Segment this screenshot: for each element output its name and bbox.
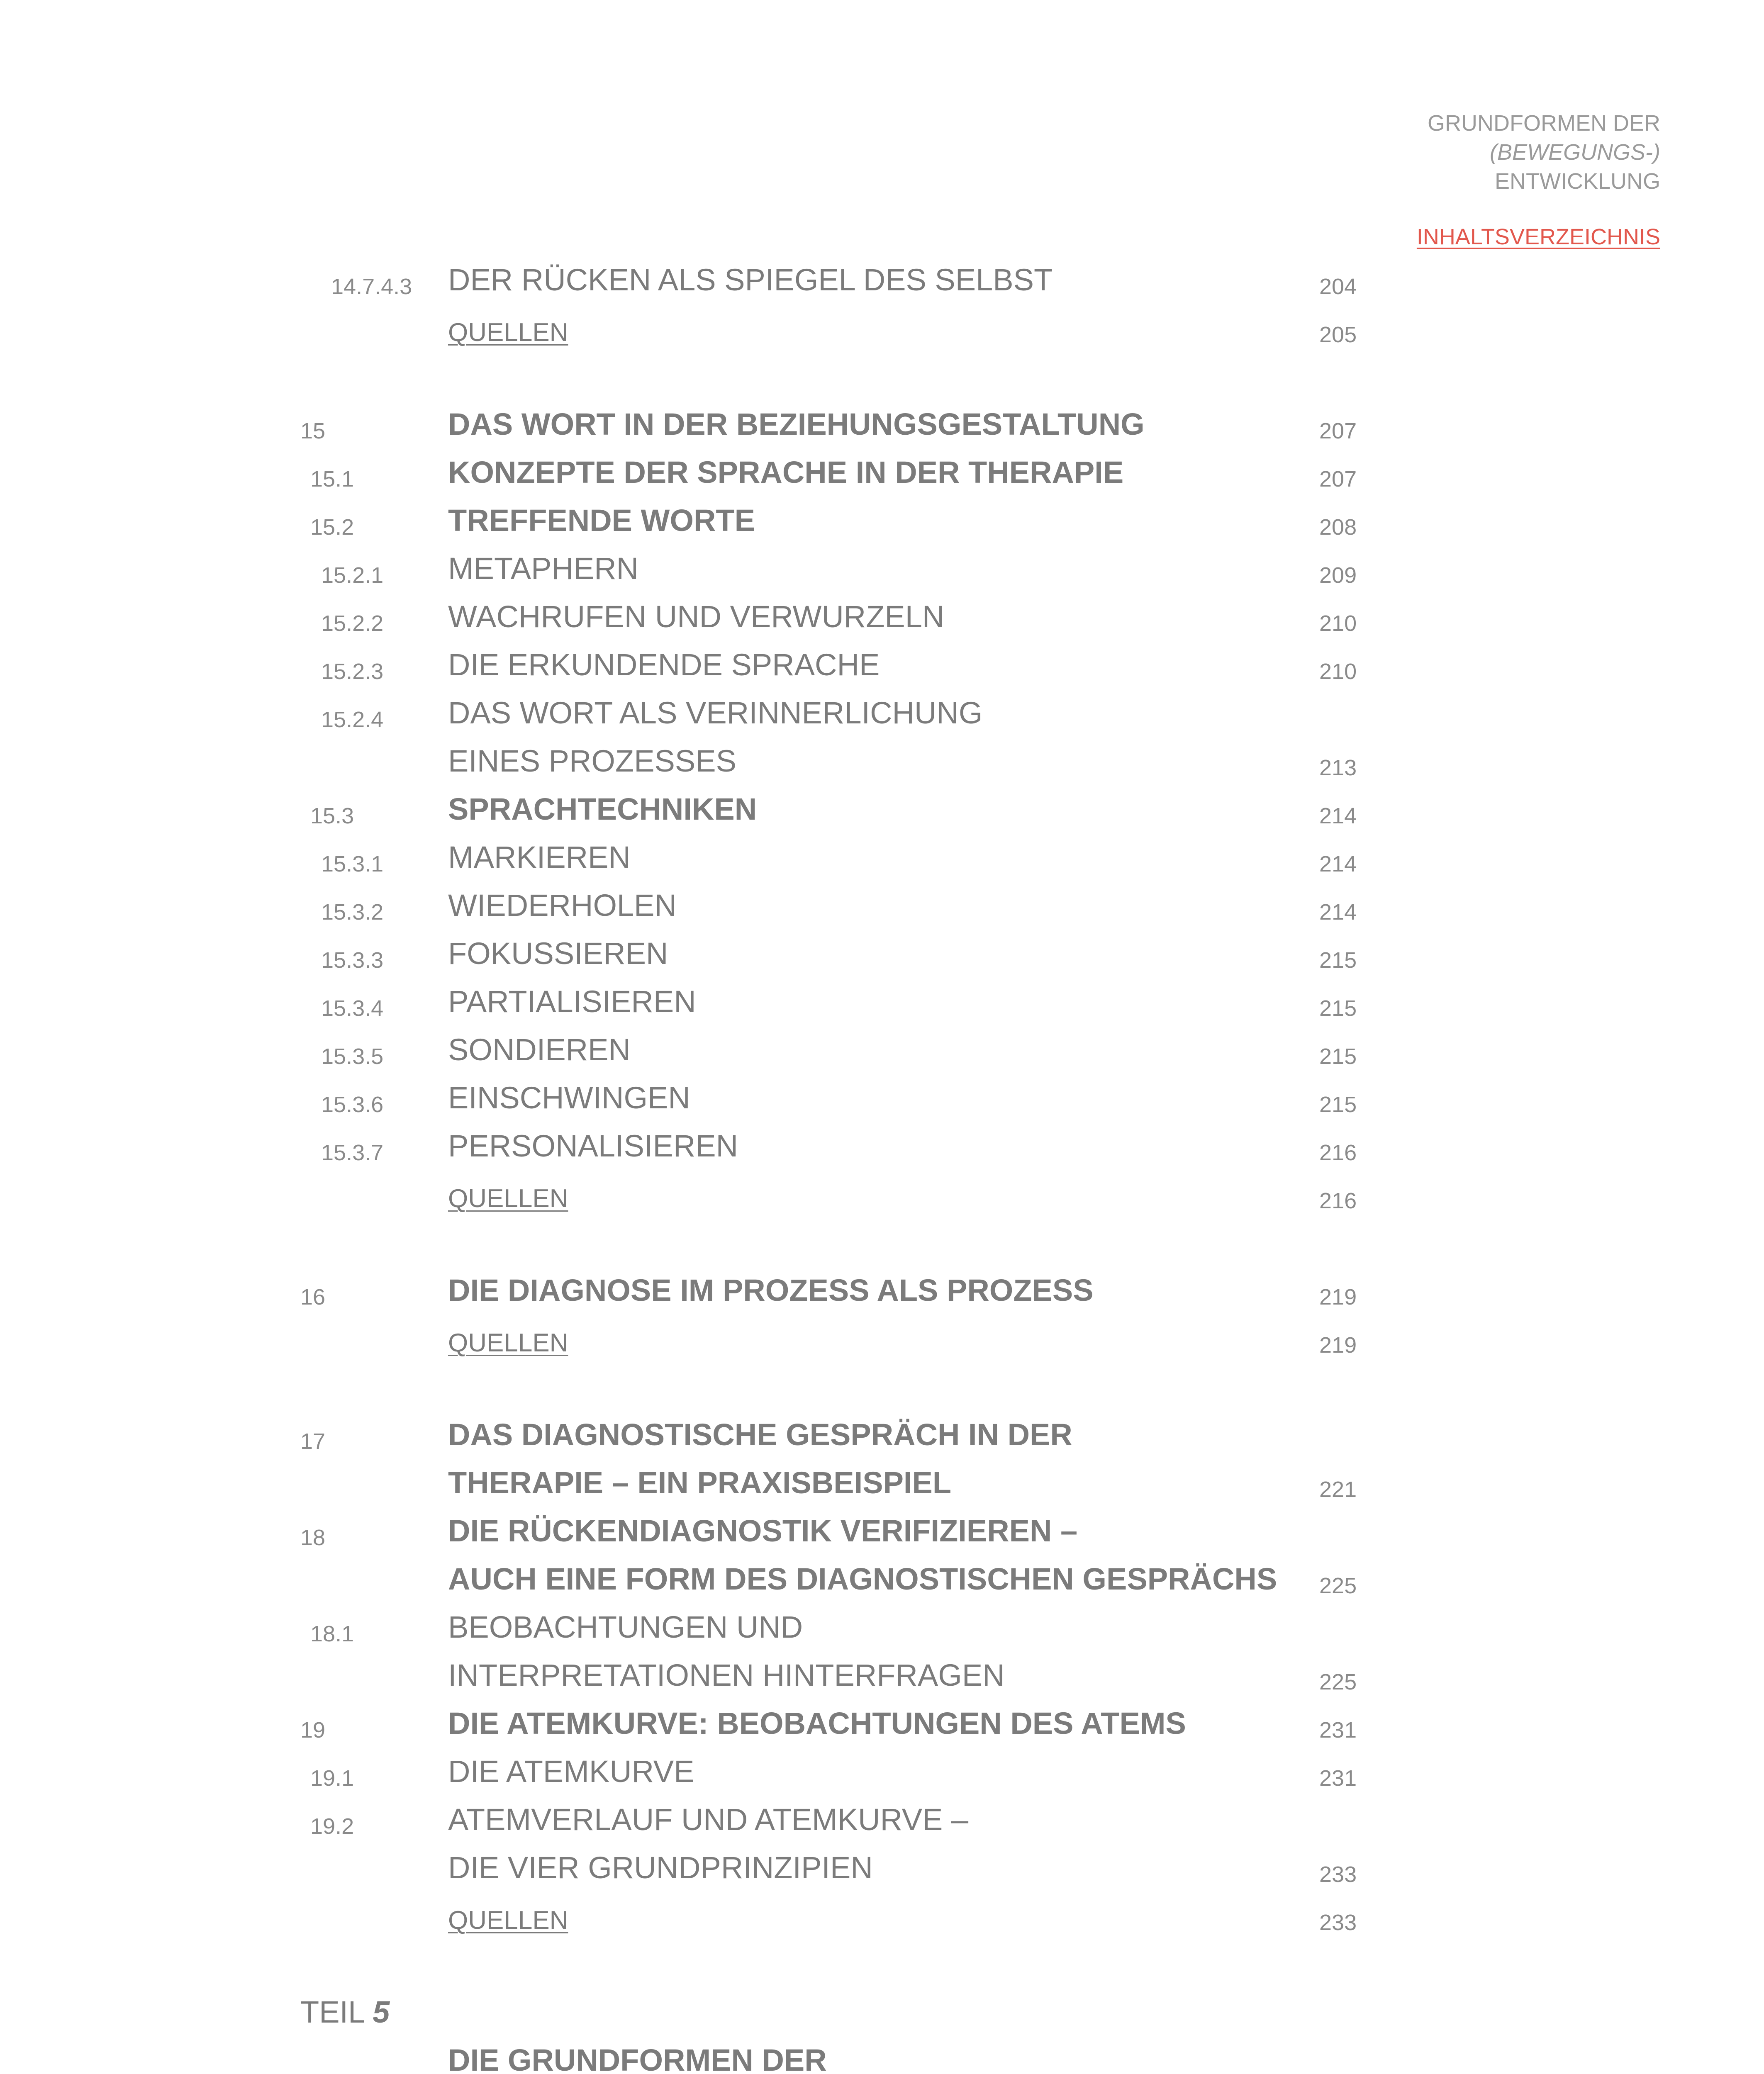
sources-link[interactable]: QUELLEN — [448, 1906, 568, 1935]
entry-title: THERAPIE – EIN PRAXISBEISPIEL — [448, 1465, 952, 1500]
entry-number: 15.2.1 — [321, 563, 384, 588]
entry-title: AUCH EINE FORM DES DIAGNOSTISCHEN GESPRÄCHS — [448, 1562, 1277, 1596]
entry-title: DAS WORT ALS VERINNERLICHUNG — [448, 696, 983, 730]
entry-title: DAS WORT IN DER BEZIEHUNGSGESTALTUNG — [448, 407, 1145, 441]
toc-entry[interactable] — [0, 642, 1764, 690]
entry-page: 214 — [1319, 900, 1357, 925]
entry-number: 18.1 — [310, 1621, 354, 1646]
entry-page: 208 — [1319, 515, 1357, 540]
entry-number: 19.2 — [310, 1814, 354, 1839]
entry-page: 221 — [1319, 1477, 1357, 1502]
table-of-contents — [0, 257, 1764, 2074]
entry-title: ATEMVERLAUF UND ATEMKURVE – — [448, 1802, 969, 1837]
spacer — [0, 353, 1764, 402]
toc-entry[interactable] — [0, 1412, 1764, 1460]
header-line-1: GRUNDFORMEN DER — [1428, 111, 1660, 136]
entry-page: 210 — [1319, 611, 1357, 636]
toc-entry[interactable] — [0, 979, 1764, 1027]
entry-number: 15.3.7 — [321, 1140, 384, 1165]
part-label — [300, 1994, 390, 2030]
toc-entry[interactable] — [0, 690, 1764, 738]
entry-number: 15.2.2 — [321, 611, 384, 636]
sources-link[interactable]: QUELLEN — [448, 1184, 568, 1213]
entry-page: 210 — [1319, 659, 1357, 684]
toc-entry-continuation[interactable] — [0, 1845, 1764, 1893]
entry-number: 15.2.3 — [321, 659, 384, 684]
entry-page: 214 — [1319, 852, 1357, 876]
entry-number: 14.7.4.3 — [331, 274, 412, 299]
entry-number: 15.3.5 — [321, 1044, 384, 1069]
entry-page: 219 — [1319, 1285, 1357, 1310]
header-line-3: ENTWICKLUNG — [1494, 169, 1660, 194]
entry-title: FOKUSSIEREN — [448, 936, 668, 971]
entry-page: 209 — [1319, 563, 1357, 588]
toc-entry-continuation[interactable] — [0, 1460, 1764, 1508]
entry-page: 216 — [1319, 1188, 1357, 1213]
toc-entry[interactable] — [0, 2037, 1764, 2074]
toc-entry-sources[interactable] — [0, 1171, 1764, 1220]
entry-number: 15.3 — [310, 803, 354, 828]
toc-entry-continuation[interactable] — [0, 738, 1764, 786]
entry-title: WACHRUFEN UND VERWURZELN — [448, 599, 945, 634]
entry-page: 216 — [1319, 1140, 1357, 1165]
entry-number: 15.1 — [310, 467, 354, 492]
entry-number: 19 — [300, 1718, 326, 1743]
entry-number: 15 — [300, 419, 326, 443]
entry-number: 15.3.6 — [321, 1092, 384, 1117]
entry-page: 215 — [1319, 948, 1357, 973]
toc-entry-sources[interactable] — [0, 1893, 1764, 1941]
entry-number: 15.3.1 — [321, 852, 384, 876]
part-heading — [0, 1989, 1764, 2037]
toc-entry-continuation[interactable] — [0, 1556, 1764, 1604]
toc-entry[interactable] — [0, 1749, 1764, 1797]
entry-title: DIE ERKUNDENDE SPRACHE — [448, 648, 880, 682]
toc-entry[interactable] — [0, 1604, 1764, 1653]
entry-title: DIE DIAGNOSE IM PROZESS ALS PROZESS — [448, 1273, 1094, 1307]
part-word: TEIL — [300, 1995, 364, 2029]
toc-entry[interactable] — [0, 931, 1764, 979]
entry-page: 215 — [1319, 1044, 1357, 1069]
toc-entry[interactable] — [0, 786, 1764, 835]
entry-page: 225 — [1319, 1573, 1357, 1598]
toc-entry[interactable] — [0, 883, 1764, 931]
entry-number: 15.3.3 — [321, 948, 384, 973]
entry-title: PARTIALISIEREN — [448, 984, 696, 1019]
entry-title: DIE ATEMKURVE — [448, 1754, 694, 1789]
entry-number: 15.3.4 — [321, 996, 384, 1021]
entry-number: 17 — [300, 1429, 326, 1454]
entry-page: 207 — [1319, 419, 1357, 443]
entry-page: 233 — [1319, 1910, 1357, 1935]
toc-entry[interactable] — [0, 498, 1764, 546]
entry-title: MARKIEREN — [448, 840, 631, 874]
entry-number: 15.2.4 — [321, 707, 384, 732]
entry-number: 19.1 — [310, 1766, 354, 1791]
toc-entry[interactable] — [0, 257, 1764, 305]
entry-page: 233 — [1319, 1862, 1357, 1887]
toc-entry[interactable] — [0, 402, 1764, 450]
entry-title: PERSONALISIEREN — [448, 1129, 738, 1163]
entry-number: 15.2 — [310, 515, 354, 540]
toc-entry[interactable] — [0, 594, 1764, 642]
entry-number: 15.3.2 — [321, 900, 384, 925]
entry-title: SPRACHTECHNIKEN — [448, 792, 757, 826]
entry-title: INTERPRETATIONEN HINTERFRAGEN — [448, 1658, 1005, 1692]
entry-page: 215 — [1319, 996, 1357, 1021]
toc-entry[interactable] — [0, 1123, 1764, 1171]
entry-title: DIE ATEMKURVE: BEOBACHTUNGEN DES ATEMS — [448, 1706, 1186, 1741]
spacer — [0, 1941, 1764, 1989]
sources-link[interactable]: QUELLEN — [448, 1329, 568, 1357]
toc-entry-sources[interactable] — [0, 305, 1764, 353]
toc-entry[interactable] — [0, 1508, 1764, 1556]
toc-entry[interactable] — [0, 1701, 1764, 1749]
entry-page: 231 — [1319, 1766, 1357, 1791]
entry-number: 16 — [300, 1285, 326, 1310]
sources-link[interactable]: QUELLEN — [448, 318, 568, 347]
entry-title: TREFFENDE WORTE — [448, 503, 755, 538]
entry-title: DIE GRUNDFORMEN DER — [448, 2043, 827, 2074]
toc-entry[interactable] — [0, 546, 1764, 594]
entry-number: 18 — [300, 1525, 326, 1550]
entry-title: DIE VIER GRUNDPRINZIPIEN — [448, 1850, 873, 1885]
entry-title: DAS DIAGNOSTISCHE GESPRÄCH IN DER — [448, 1417, 1072, 1452]
entry-page: 225 — [1319, 1670, 1357, 1694]
entry-title: EINSCHWINGEN — [448, 1081, 690, 1115]
entry-title: DER RÜCKEN ALS SPIEGEL DES SELBST — [448, 263, 1053, 297]
entry-page: 207 — [1319, 467, 1357, 492]
entry-title: EINES PROZESSES — [448, 744, 736, 778]
part-number: 5 — [373, 1995, 390, 2029]
entry-title: WIEDERHOLEN — [448, 888, 677, 923]
entry-title: METAPHERN — [448, 551, 639, 586]
entry-page: 231 — [1319, 1718, 1357, 1743]
toc-entry[interactable] — [0, 1268, 1764, 1316]
entry-title: BEOBACHTUNGEN UND — [448, 1610, 803, 1644]
entry-page: 219 — [1319, 1333, 1357, 1358]
toc-entry[interactable] — [0, 1075, 1764, 1123]
toc-entry[interactable] — [0, 835, 1764, 883]
toc-entry-continuation[interactable] — [0, 1653, 1764, 1701]
entry-title: DIE RÜCKENDIAGNOSTIK VERIFIZIEREN – — [448, 1514, 1078, 1548]
entry-page: 215 — [1319, 1092, 1357, 1117]
toc-entry[interactable] — [0, 1027, 1764, 1075]
entry-title: KONZEPTE DER SPRACHE IN DER THERAPIE — [448, 455, 1124, 489]
toc-entry-sources[interactable] — [0, 1316, 1764, 1364]
toc-link[interactable]: INHALTSVERZEICHNIS — [1416, 224, 1660, 249]
entry-page: 214 — [1319, 803, 1357, 828]
entry-title: SONDIEREN — [448, 1032, 631, 1067]
spacer — [0, 1364, 1764, 1412]
toc-entry[interactable] — [0, 1797, 1764, 1845]
spacer — [0, 1220, 1764, 1268]
entry-page: 213 — [1319, 755, 1357, 780]
entry-page: 205 — [1319, 322, 1357, 347]
header-line-2: (BEWEGUNGS-) — [1490, 140, 1660, 165]
entry-page: 204 — [1319, 274, 1357, 299]
toc-entry[interactable] — [0, 450, 1764, 498]
running-header — [1428, 109, 1660, 196]
